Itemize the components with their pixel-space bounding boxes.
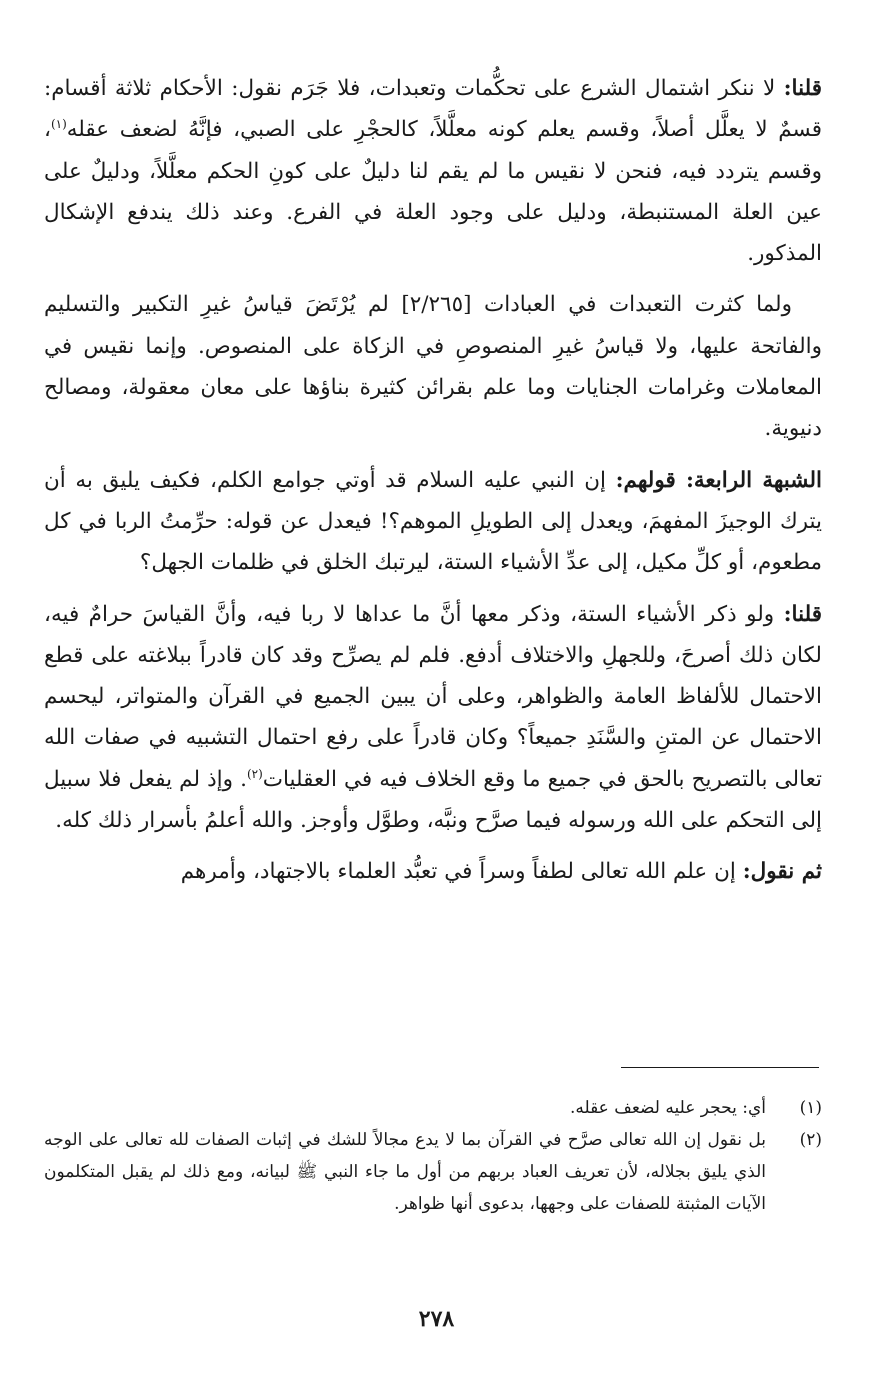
main-text (44, 68, 822, 903)
paragraph-worship (44, 284, 822, 449)
paragraph-text: ، وقسم يتردد فيه، فنحن لا نقيس ما لم يقم لنا دليلٌ على كونِ الحكم معلَّلاً، ودليلٌ على عين العلة المستنبطة، ودليل على وجود العلة في الفرع. وعند ذلك يندفع الإشكال المذكور. (44, 117, 822, 267)
paragraph-text: ولو ذكر الأشياء الستة، وذكر معها أنَّ ما عداها لا ربا فيه، وأنَّ القياسَ حرامٌ فيه، لكان ذلك أصرحَ، وللجهلِ والاختلاف أدفع. فلم لم يصرِّح وقد كان قادراً ببلاغته على قطع الاحتمال للألفاظ العامة والظواهر، وعلى أن يبين الجميع في القرآن والمتواتر، ليحسم الاحتمال عن المتنِ والسَّنَدِ جميعاً؟ وكان قادراً على رفع احتمال التشبيه في صفات الله تعالى بالتصريح بالحق في جميع ما وقع الخلاف فيه في العقليات (44, 601, 822, 792)
footnote-marker[interactable]: (١) (50, 117, 67, 132)
footnote-item (44, 1092, 822, 1124)
paragraph-text: . وإذ لم يفعل فلا سبيل إلى التحكم على الله ورسوله فيما صرَّح ونبَّه، وطوَّل وأوجز. والله أعلمُ بأسرار ذلك كله. (44, 766, 822, 834)
footnote-number: (١) (799, 1098, 822, 1118)
footnote-text: بل نقول إن الله تعالى صرَّح في القرآن بما لا يدع مجالاً للشك في إثبات الصفات لله تعالى على الوجه الذي يليق بجلاله، لأن تعريف العباد بربهم من أول ما جاء النبي ﷺ لبيانه، ومع ذلك لم يقبل المتكلمون الآيات المثبتة للصفات على وجهها، بدعوى أنها ظواهر. (44, 1130, 766, 1214)
footnote-item (44, 1124, 822, 1220)
footnote-marker[interactable]: (٢) (246, 766, 263, 781)
footnotes (44, 1092, 822, 1220)
paragraph-fourth-doubt (44, 460, 822, 584)
footnote-number: (٢) (799, 1130, 822, 1150)
paragraph-reply-six-items (44, 594, 822, 842)
footnote-separator (621, 1067, 819, 1068)
page-number: ٢٧٨ (418, 1306, 455, 1332)
paragraph-lead: الشبهة الرابعة: قولهم: (615, 467, 822, 493)
paragraph-lead: ثم نقول: (742, 859, 822, 885)
paragraph-text: إن علم الله تعالى لطفاً وسراً في تعبُّد العلماء بالاجتهاد، وأمرهم (180, 859, 743, 885)
paragraph-text: ولما كثرت التعبدات في العبادات [٢/٢٦٥] لم يُرْتَضَ قياسُ غيرِ التكبير والتسليم والفاتحة عليها، ولا قياسُ غيرِ المنصوصِ في الزكاة على المنصوص. وإنما نقيس في المعاملات وغرامات الجنايات وما علم بقرائن كثيرة بناؤها على معان معقولة، ومصالح دنيوية. (44, 292, 822, 442)
paragraph-text: إن النبي عليه السلام قد أوتي جوامع الكلم، فكيف يليق به أن يترك الوجيزَ المفهمَ، ويعدل إلى الطويلِ الموهم؟! فيعدل عن قوله: حرِّمتُ الربا في كل مطعوم، أو كلِّ مكيل، إلى عدِّ الأشياء الستة، ليرتبك الخلق في ظلمات الجهل؟ (44, 467, 822, 576)
paragraph-lead: قلنا: (783, 76, 822, 101)
paragraph-reply-rulings (44, 68, 822, 274)
paragraph-then-we-say (44, 851, 822, 892)
paragraph-lead: قلنا: (783, 601, 822, 627)
paragraph-text: لا ننكر اشتمال الشرع على تحكُّمات وتعبدات، فلا جَرَم نقول: الأحكام ثلاثة أقسام: قسمٌ لا يعلَّل أصلاً، وقسم يعلم كونه معلَّلاً، كالحجْرِ على الصبي، فإنَّهُ لضعف عقله (44, 76, 822, 143)
footnote-text: أي: يحجر عليه لضعف عقله. (569, 1098, 766, 1118)
